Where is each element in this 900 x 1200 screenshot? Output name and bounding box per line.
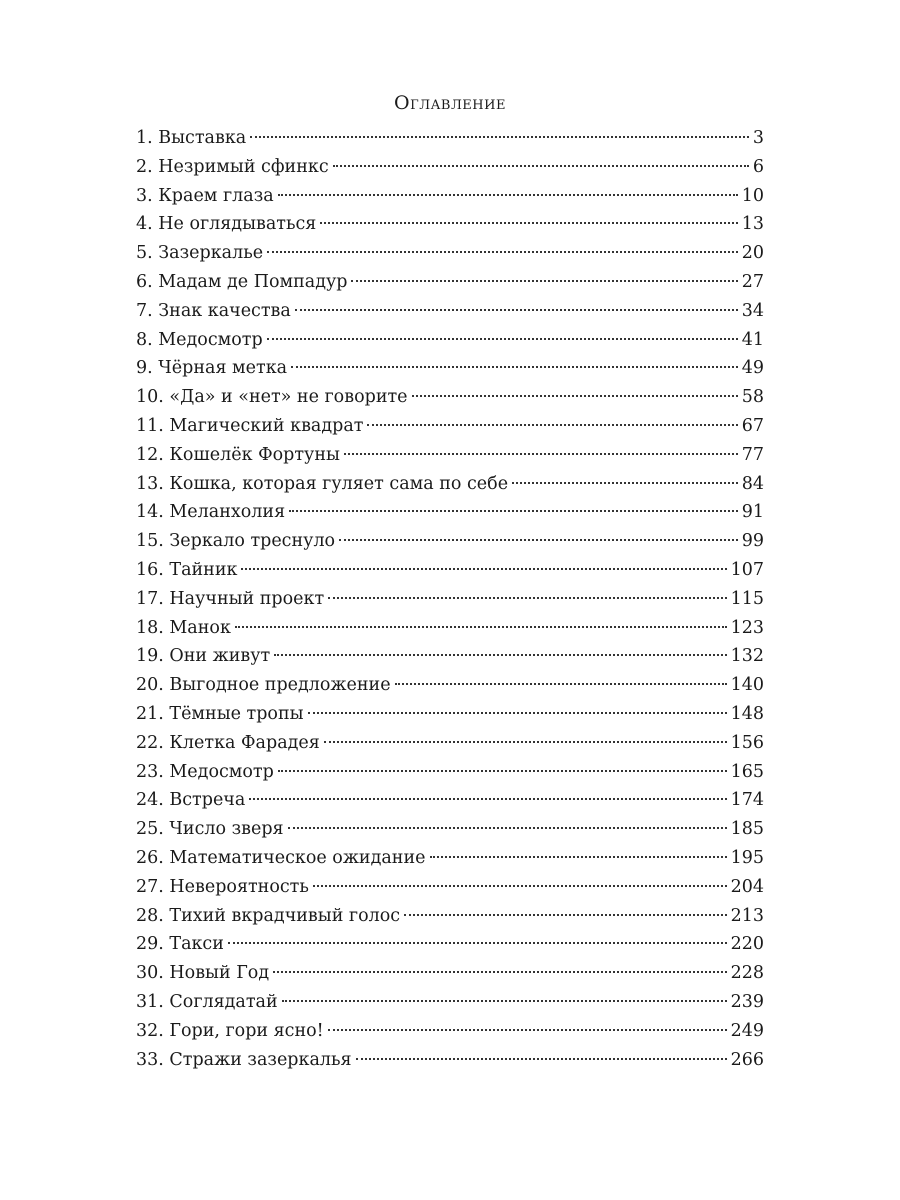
dot-leader [278,770,727,772]
page-number: 58 [741,387,764,408]
dot-leader [324,741,727,743]
toc-entry[interactable] [136,873,764,902]
dot-leader [356,1058,727,1060]
chapter-title: 16. Тайник [136,559,238,580]
toc-entry[interactable] [136,815,764,844]
chapter-title: 9. Чёрная метка [136,358,288,379]
dot-leader [412,395,738,397]
chapter-title: 23. Медосмотр [136,761,274,782]
toc-entry[interactable] [136,758,764,787]
dot-leader [320,222,737,224]
toc-entry[interactable] [136,297,764,326]
page-number: 165 [730,761,764,782]
dot-leader [328,597,726,599]
chapter-title: 18. Манок [136,617,231,638]
toc-entry[interactable] [136,988,764,1017]
toc-entry[interactable] [136,844,764,873]
chapter-title: 19. Они живут [136,646,271,667]
chapter-title: 3. Краем глаза [136,185,274,206]
chapter-title: 2. Незримый сфинкс [136,156,329,177]
toc-entry[interactable] [136,556,764,585]
toc-entry[interactable] [136,268,764,297]
dot-leader [267,251,738,253]
dot-leader [282,1000,727,1002]
chapter-title: 8. Медосмотр [136,329,263,350]
dot-leader [430,856,727,858]
toc-entry[interactable] [136,182,764,211]
toc-entry[interactable] [136,585,764,614]
toc-entry[interactable] [136,527,764,556]
toc-entry[interactable] [136,930,764,959]
dot-leader [228,942,727,944]
dot-leader [367,424,737,426]
toc-entry[interactable] [136,239,764,268]
dot-leader [274,654,726,656]
chapter-title: 28. Тихий вкрадчивый голос [136,905,401,926]
page-number: 249 [730,1020,764,1041]
page-number: 156 [730,732,764,753]
page-number: 77 [741,444,764,465]
chapter-title: 6. Мадам де Помпадур [136,271,348,292]
page-number: 41 [741,329,764,350]
chapter-title: 1. Выставка [136,128,247,148]
chapter-title: 22. Клетка Фарадея [136,732,320,753]
chapter-title: 5. Зазеркалье [136,243,264,264]
chapter-title: 17. Научный проект [136,588,325,609]
toc-entry[interactable] [136,354,764,383]
page-number: 84 [741,473,764,494]
chapter-title: 29. Такси [136,934,224,955]
chapter-title: 13. Кошка, которая гуляет сама по себе [136,473,509,494]
chapter-title: 31. Соглядатай [136,991,278,1012]
page-number: 20 [741,243,764,264]
page-number: 266 [730,1049,764,1070]
dot-leader [289,510,738,512]
toc-entry[interactable] [136,326,764,355]
dot-leader [267,338,738,340]
toc-entry[interactable] [136,671,764,700]
dot-leader [235,626,727,628]
page-number: 49 [741,358,764,379]
dot-leader [404,914,727,916]
toc-entry[interactable] [136,498,764,527]
dot-leader [241,568,726,570]
toc-entry[interactable] [136,470,764,499]
toc-entry[interactable] [136,412,764,441]
toc-entry[interactable] [136,959,764,988]
dot-leader [295,309,738,311]
page-number: 195 [730,847,764,868]
page-number: 132 [730,646,764,667]
dot-leader [249,798,726,800]
page-number: 107 [730,559,764,580]
page-number: 27 [741,271,764,292]
page-number: 123 [730,617,764,638]
toc-entry[interactable] [136,786,764,815]
toc-entry[interactable] [136,700,764,729]
chapter-title: 25. Число зверя [136,819,284,840]
dot-leader [291,366,738,368]
page-number: 140 [730,675,764,696]
dot-leader [339,539,738,541]
page-number: 34 [741,300,764,321]
dot-leader [344,453,738,455]
chapter-title: 4. Не оглядываться [136,214,317,235]
page-number: 148 [730,703,764,724]
chapter-title: 32. Гори, гори ясно! [136,1020,324,1041]
dot-leader [273,971,726,973]
chapter-title: 15. Зеркало треснуло [136,531,336,552]
page-number: 220 [730,934,764,955]
dot-leader [328,1029,727,1031]
dot-leader [250,136,749,138]
page-number: 67 [741,415,764,436]
dot-leader [288,827,727,829]
toc-entry[interactable] [136,1017,764,1046]
page-number: 91 [741,502,764,523]
chapter-title: 21. Тёмные тропы [136,703,304,724]
page-number: 213 [730,905,764,926]
chapter-title: 7. Знак качества [136,300,291,321]
chapter-title: 20. Выгодное предложение [136,675,391,696]
page-number: 228 [730,963,764,984]
page-number: 185 [730,819,764,840]
toc-entry[interactable] [136,1046,764,1075]
dot-leader [333,165,749,167]
toc-entry[interactable] [136,124,764,153]
toc-entry[interactable] [136,642,764,671]
page-number: 204 [730,876,764,897]
toc-entry[interactable] [136,902,764,931]
page-number: 13 [741,214,764,235]
page-number: 115 [730,588,764,609]
chapter-title: 33. Стражи зазеркалья [136,1049,352,1070]
dot-leader [308,712,727,714]
chapter-title: 10. «Да» и «нет» не говорите [136,387,408,408]
page-number: 6 [752,156,764,177]
dot-leader [351,280,737,282]
dot-leader [313,885,727,887]
toc-entry[interactable] [136,729,764,758]
dot-leader [395,683,727,685]
toc-entry[interactable] [136,153,764,182]
chapter-title: 30. Новый Год [136,963,270,984]
chapter-title: 26. Математическое ожидание [136,847,426,868]
toc-entry[interactable] [136,441,764,470]
chapter-title: 11. Магический квадрат [136,415,364,436]
chapter-title: 27. Невероятность [136,876,309,897]
chapter-title: 24. Встреча [136,790,246,811]
table-of-contents [136,124,764,1074]
page-title: Оглавление [394,92,506,114]
toc-entry[interactable] [136,210,764,239]
chapter-title: 14. Меланхолия [136,502,286,523]
page-number: 174 [730,790,764,811]
page-number: 239 [730,991,764,1012]
toc-entry[interactable] [136,383,764,412]
toc-entry[interactable] [136,614,764,643]
page-number: 10 [741,185,764,206]
page-number: 3 [752,128,764,148]
dot-leader [278,194,738,196]
dot-leader [512,482,738,484]
page-number: 99 [741,531,764,552]
chapter-title: 12. Кошелёк Фортуны [136,444,340,465]
